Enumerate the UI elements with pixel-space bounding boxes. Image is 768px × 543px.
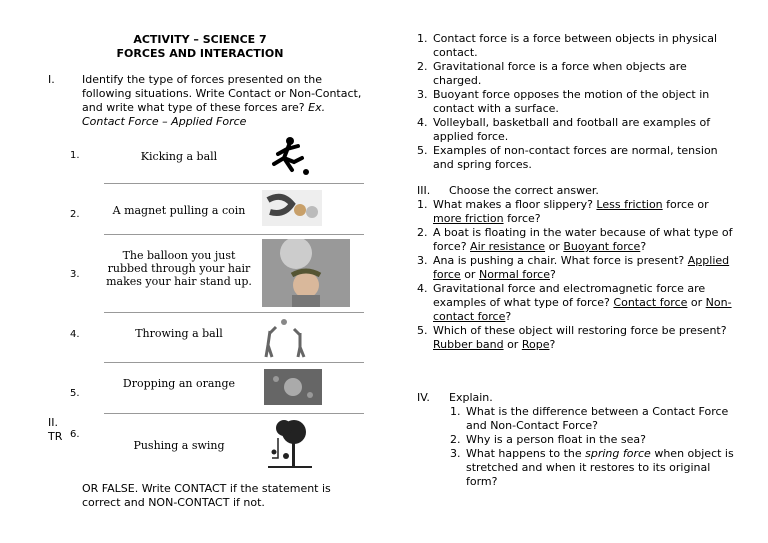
list-item: 1. What is the difference between a Contact Force and Non-Contact Force? <box>450 405 729 432</box>
section3-number: III. <box>417 184 431 197</box>
title-forces: FORCES AND INTERACTION <box>116 47 284 60</box>
row-number: 6. <box>70 429 80 440</box>
section1-number: I. <box>48 73 55 86</box>
section4-number: IV. <box>417 391 430 404</box>
explain-list <box>450 405 756 489</box>
row-text: Dropping an orange <box>122 377 236 390</box>
section1-instructions: Identify the type of forces presented on the following situations. Write Contact or Non-Contact, and write what type of these forces are? Ex. Contact Force – Applied Force <box>82 73 362 128</box>
row-number: 5. <box>70 388 80 399</box>
table-row <box>104 313 364 363</box>
magnet-coin-image <box>262 190 322 226</box>
list-item: 1. Contact force is a force between objects in physical contact. <box>417 32 718 59</box>
table-row <box>104 363 364 414</box>
list-item: 5. Which of these object will restoring force be present? Rubber band or Rope? <box>417 324 727 351</box>
dropping-orange-image <box>264 369 322 405</box>
title-activity: ACTIVITY – SCIENCE 7 <box>133 33 267 46</box>
row-number: 3. <box>70 269 80 280</box>
row-text: Pushing a swing <box>133 439 225 452</box>
throwing-ball-image <box>262 317 310 359</box>
section2-tr: TR <box>48 430 63 443</box>
section2-number: II. <box>48 416 58 429</box>
section4-title: Explain. <box>449 391 493 404</box>
table-row <box>104 414 364 472</box>
row-text: Throwing a ball <box>135 327 223 340</box>
multiple-choice-list <box>417 198 753 352</box>
list-item: 3. Buoyant force opposes the motion of the object in contact with a surface. <box>417 88 710 115</box>
row-text: A magnet pulling a coin <box>112 204 246 217</box>
section2-instructions: OR FALSE. Write CONTACT if the statement is correct and NON-CONTACT if not. <box>82 482 331 509</box>
list-item: 3. Ana is pushing a chair. What force is present? Applied force or Normal force? <box>417 254 730 281</box>
true-false-list <box>417 32 753 172</box>
list-item: 3. What happens to the spring force when object is stretched and when it restores to its original form? <box>450 447 734 488</box>
row-number: 1. <box>70 150 80 161</box>
kicking-ball-image <box>264 134 314 178</box>
row-text: The balloon you just rubbed through your hair makes your hair stand up. <box>106 249 252 288</box>
list-item: 2. A boat is floating in the water because of what type of force? Air resistance or Buoyant force? <box>417 226 733 253</box>
row-number: 4. <box>70 329 80 340</box>
pushing-swing-image <box>268 418 312 468</box>
table-row <box>104 184 364 235</box>
table-row <box>104 235 364 313</box>
list-item: 5. Examples of non-contact forces are normal, tension and spring forces. <box>417 144 718 171</box>
list-item: 4. Gravitational force and electromagnetic force are examples of what type of force? Contact force or Non- contact force? <box>417 282 732 323</box>
list-item: 2. Gravitational force is a force when objects are charged. <box>417 60 687 87</box>
list-item: 2. Why is a person float in the sea? <box>450 433 646 446</box>
list-item: 1. What makes a floor slippery? Less friction force or more friction force? <box>417 198 709 225</box>
row-text: Kicking a ball <box>140 150 218 163</box>
table-row <box>104 132 364 184</box>
balloon-hair-image <box>262 239 350 307</box>
row-number: 2. <box>70 209 80 220</box>
list-item: 4. Volleyball, basketball and football are examples of applied force. <box>417 116 711 143</box>
section3-title: Choose the correct answer. <box>449 184 599 197</box>
